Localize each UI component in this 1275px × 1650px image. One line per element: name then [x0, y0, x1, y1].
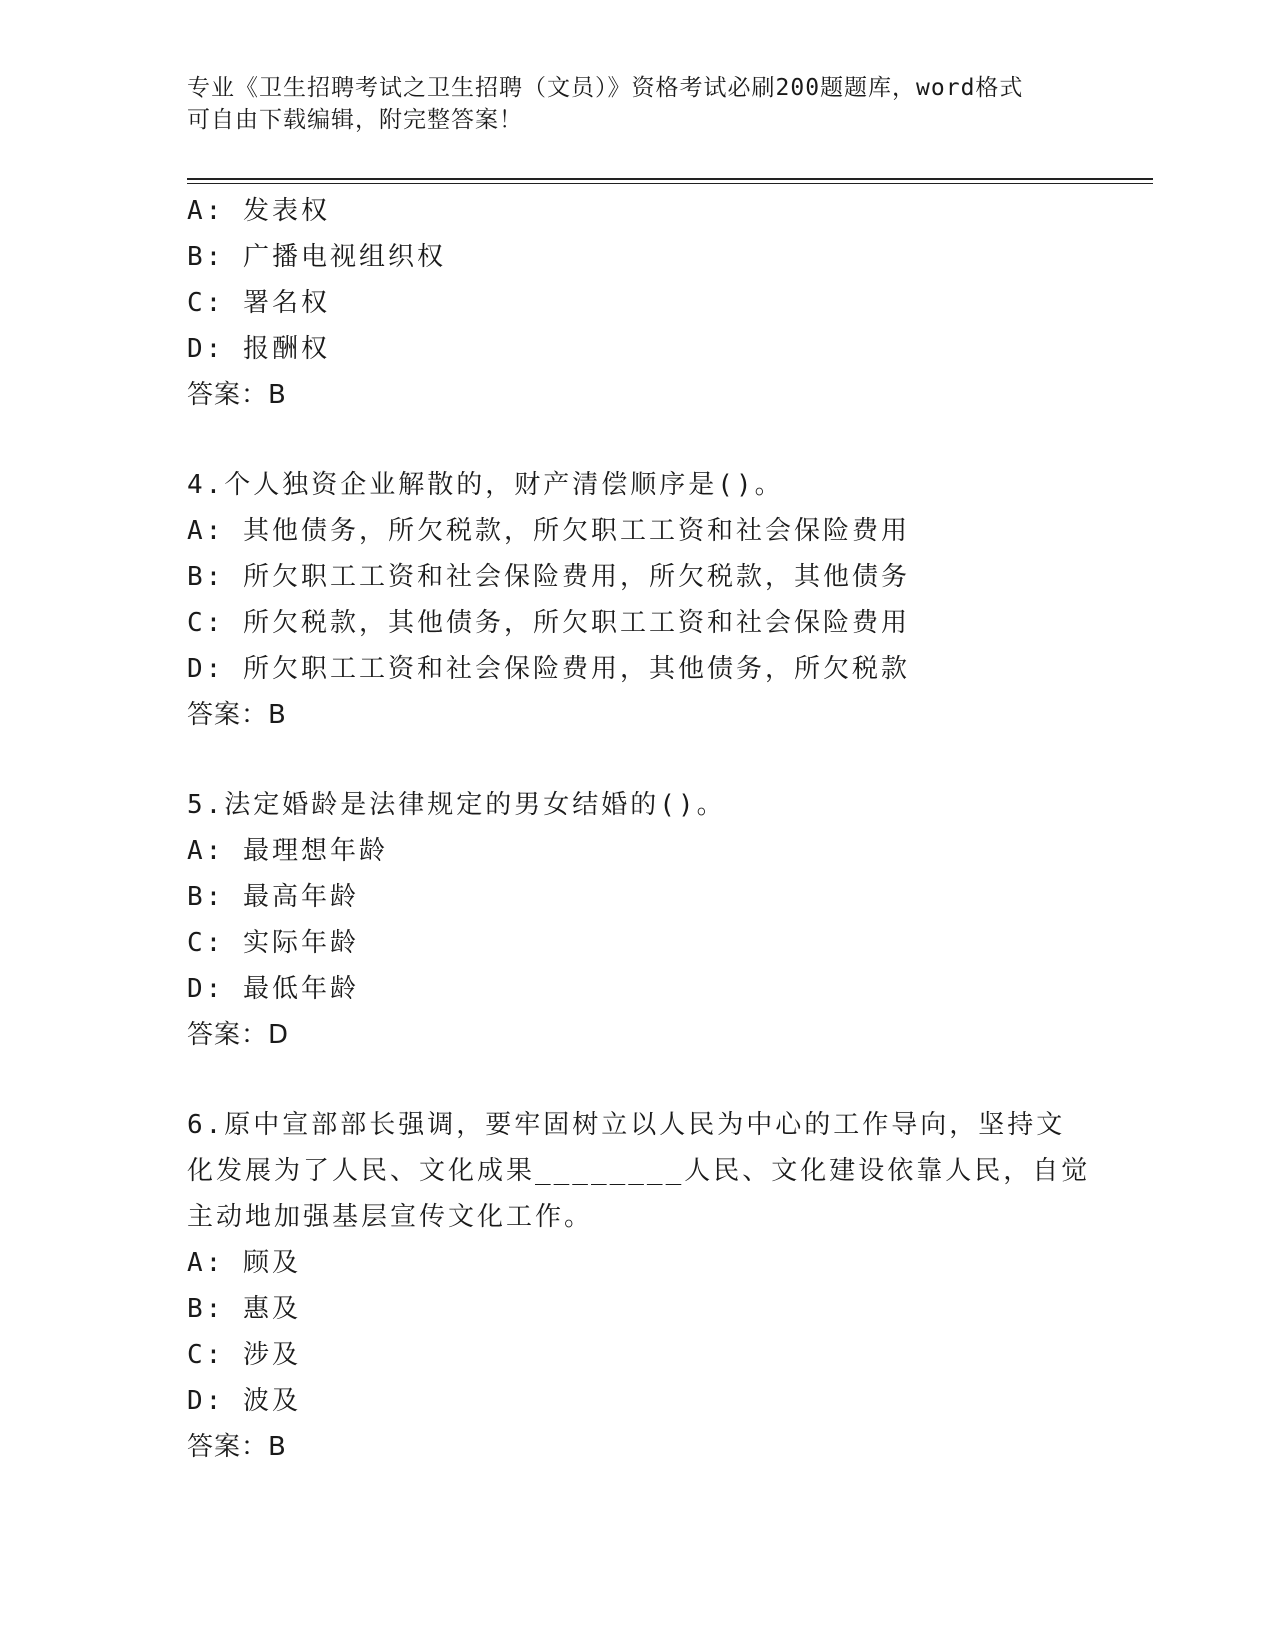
question-block-3 [187, 188, 1067, 418]
header-line-2: 可自由下载编辑，附完整答案！ [187, 107, 523, 133]
question-block-6 [187, 1102, 1091, 1470]
option-a: A: 最理想年龄 [187, 836, 388, 866]
option-b: B: 广播电视组织权 [187, 242, 446, 272]
answer-label: 答案：B [187, 1432, 287, 1462]
option-d: D: 波及 [187, 1386, 301, 1416]
question-list [187, 188, 1091, 1470]
spacer [187, 418, 1067, 462]
header-divider-thin [187, 183, 1153, 184]
option-b: B: 所欠职工工资和社会保险费用，所欠税款，其他债务 [187, 562, 910, 592]
answer-label: 答案：B [187, 380, 287, 410]
option-c: C: 所欠税款，其他债务，所欠职工工资和社会保险费用 [187, 608, 910, 638]
answer-label: 答案：B [187, 700, 287, 730]
option-c: C: 实际年龄 [187, 928, 359, 958]
answer-label: 答案：D [187, 1020, 290, 1050]
question-text: 5.法定婚龄是法律规定的男女结婚的()。 [187, 790, 726, 820]
header-divider-thick [187, 178, 1153, 180]
header-line-1: 专业《卫生招聘考试之卫生招聘（文员）》资格考试必刷200题题库，word格式 [187, 75, 1024, 101]
spacer [187, 738, 1067, 782]
option-d: D: 最低年龄 [187, 974, 359, 1004]
option-d: D: 所欠职工工资和社会保险费用，其他债务，所欠税款 [187, 654, 910, 684]
document-header [187, 72, 1067, 136]
option-b: B: 最高年龄 [187, 882, 359, 912]
question-text: 4.个人独资企业解散的，财产清偿顺序是()。 [187, 470, 784, 500]
option-c: C: 涉及 [187, 1340, 301, 1370]
option-d: D: 报酬权 [187, 334, 330, 364]
option-c: C: 署名权 [187, 288, 330, 318]
option-a: A: 其他债务，所欠税款，所欠职工工资和社会保险费用 [187, 516, 910, 546]
question-text-line-1: 6.原中宣部部长强调，要牢固树立以人民为中心的工作导向，坚持文 [187, 1110, 1066, 1140]
question-block-4 [187, 462, 1067, 738]
option-a: A: 顾及 [187, 1248, 301, 1278]
option-b: B: 惠及 [187, 1294, 301, 1324]
question-block-5 [187, 782, 1067, 1058]
question-text-line-3: 主动地加强基层宣传文化工作。 [187, 1202, 594, 1232]
question-text-line-2: 化发展为了人民、文化成果________人民、文化建设依靠人民，自觉 [187, 1156, 1091, 1186]
spacer [187, 1058, 1067, 1102]
option-a: A: 发表权 [187, 196, 330, 226]
